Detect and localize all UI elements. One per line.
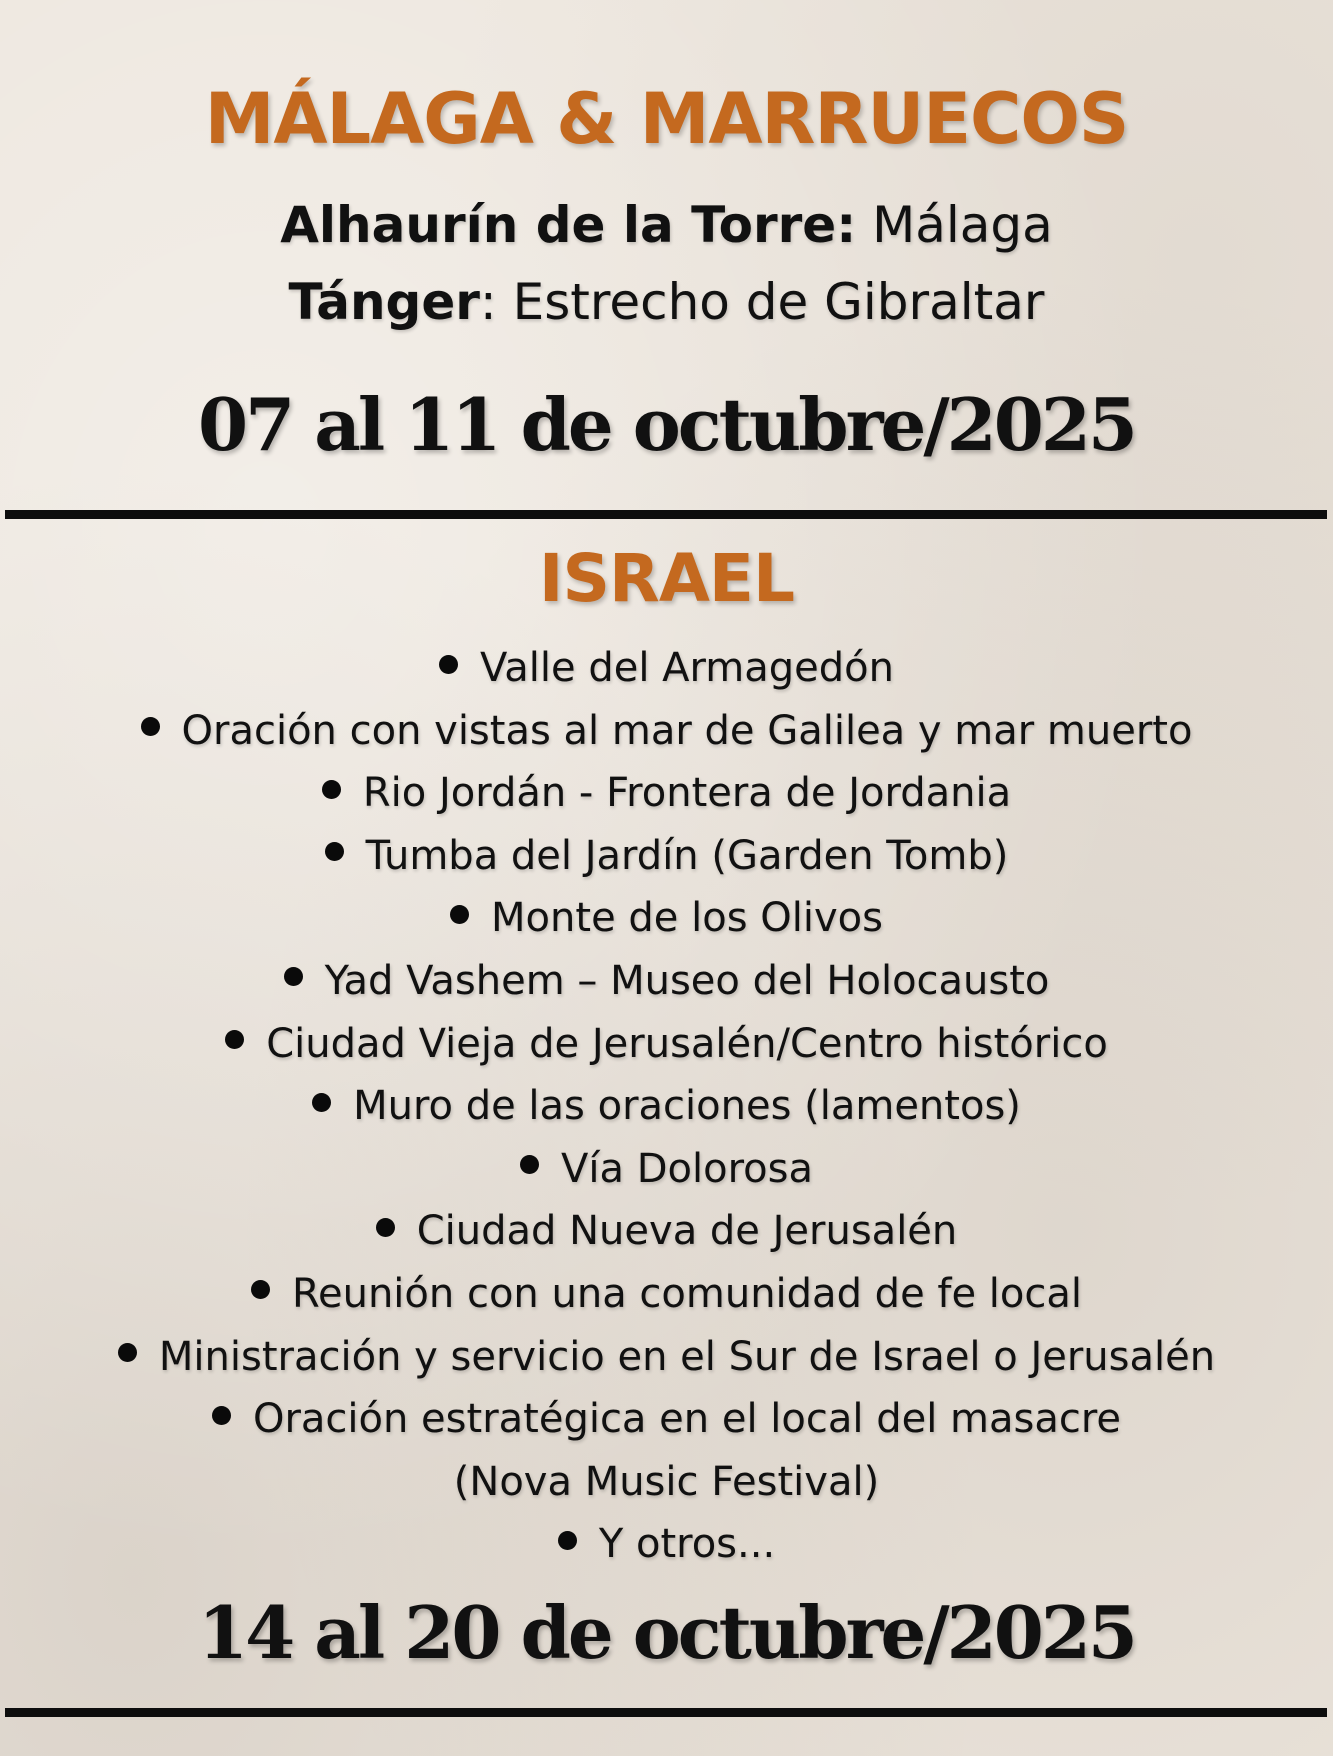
- bullet-icon: [284, 967, 303, 986]
- bullet-icon: [225, 1030, 244, 1049]
- itinerary-list: [0, 637, 1333, 1576]
- section1-title: MÁLAGA & MARRUECOS: [204, 78, 1129, 160]
- bullet-icon: [450, 905, 469, 924]
- list-item-label: Ministración y servicio en el Sur de Israel o Jerusalén: [158, 1333, 1216, 1380]
- list-item-label: Yad Vashem – Museo del Holocausto: [324, 957, 1050, 1004]
- location-1-name: Alhaurín de la Torre:: [280, 196, 857, 254]
- list-item: [0, 887, 1333, 950]
- list-item: [0, 1200, 1333, 1263]
- list-item-label: (Nova Music Festival): [453, 1458, 880, 1505]
- location-line-1: [0, 187, 1333, 263]
- bullet-icon: [376, 1218, 395, 1237]
- list-item-label: Tumba del Jardín (Garden Tomb): [365, 832, 1009, 879]
- list-item-label: Monte de los Olivos: [491, 895, 883, 942]
- list-item: [0, 1075, 1333, 1138]
- list-item-continuation: [0, 1451, 1333, 1514]
- bullet-icon: [520, 1155, 539, 1174]
- bullet-icon: [325, 842, 344, 861]
- bullet-icon: [322, 780, 341, 799]
- location-2-name: Tánger: [288, 273, 480, 331]
- section2-date: 14 al 20 de octubre/2025: [197, 1590, 1136, 1675]
- list-item: [0, 700, 1333, 763]
- location-2-detail: : Estrecho de Gibraltar: [479, 273, 1045, 331]
- list-item-label: Oración con vistas al mar de Galilea y mar muerto: [181, 707, 1193, 754]
- list-item-label: Vía Dolorosa: [561, 1145, 813, 1192]
- list-item: [0, 1263, 1333, 1326]
- list-item: [0, 1388, 1333, 1451]
- list-item-label: Valle del Armagedón: [480, 645, 894, 691]
- list-item: [0, 1326, 1333, 1389]
- divider-bottom: [5, 1708, 1327, 1717]
- bullet-icon: [558, 1531, 577, 1550]
- list-item-label: Muro de las oraciones (lamentos): [353, 1083, 1021, 1130]
- list-item: [0, 637, 1333, 700]
- list-item-label: Ciudad Nueva de Jerusalén: [416, 1208, 958, 1255]
- list-item: [0, 825, 1333, 888]
- list-item-label: Ciudad Vieja de Jerusalén/Centro histórico: [266, 1020, 1108, 1067]
- bullet-icon: [439, 655, 458, 674]
- bullet-icon: [212, 1406, 231, 1425]
- list-item-label: Y otros...: [598, 1521, 776, 1568]
- section1-date: 07 al 11 de octubre/2025: [197, 382, 1136, 467]
- bullet-icon: [251, 1280, 270, 1299]
- list-item-label: Rio Jordán - Frontera de Jordania: [362, 770, 1012, 817]
- list-item: [0, 762, 1333, 825]
- list-item-label: Oración estratégica en el local del masacre: [252, 1396, 1122, 1443]
- section2-title: ISRAEL: [538, 540, 795, 617]
- bullet-icon: [312, 1093, 331, 1112]
- bullet-icon: [118, 1343, 137, 1362]
- list-item-label: Reunión con una comunidad de fe local: [292, 1270, 1082, 1317]
- list-item: [0, 1013, 1333, 1076]
- list-item: [0, 1513, 1333, 1576]
- list-item: [0, 950, 1333, 1013]
- divider-top: [5, 510, 1327, 519]
- location-line-2: [0, 264, 1333, 340]
- location-1-detail: Málaga: [856, 196, 1053, 254]
- bullet-icon: [141, 717, 160, 736]
- list-item: [0, 1138, 1333, 1201]
